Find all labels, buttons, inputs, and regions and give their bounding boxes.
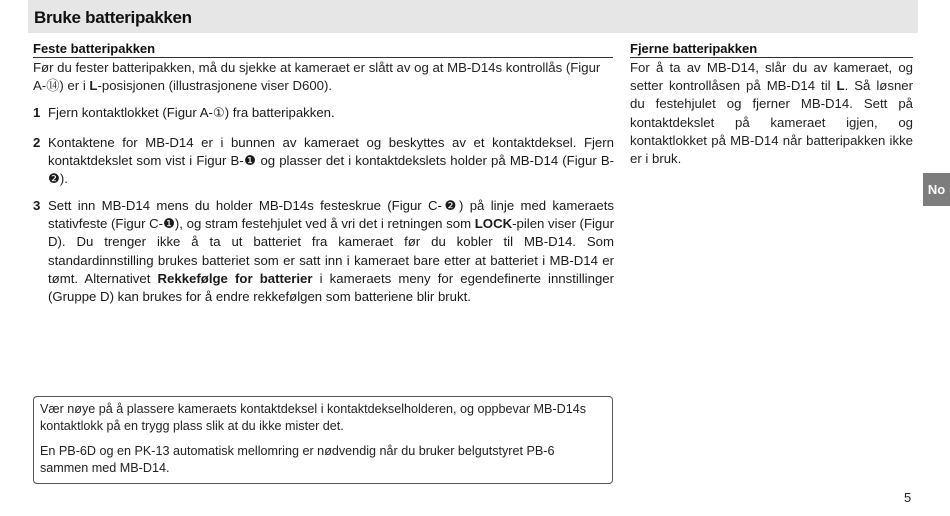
remove-lock-position: L: [836, 78, 845, 94]
remove-heading: Fjerne batteripakken: [630, 41, 913, 58]
note-box: [33, 396, 613, 484]
step-2-text-a: Kontaktene for MB-D14 er i bunnen av kameraet og beskyttes av et kontaktdeksel. Fjern kontaktdekslet som vist i Figur B-: [48, 135, 614, 169]
remove-text: [630, 59, 913, 168]
lock-label: LOCK: [474, 216, 513, 232]
language-tab: No: [923, 173, 950, 206]
step-text: [48, 104, 614, 122]
step-3-marker-2: ❶: [163, 216, 175, 232]
step-3-text-a: Sett inn MB-D14 mens du holder MB-D14s festeskrue (Figur C-: [48, 198, 442, 213]
remove-text-b: . Så løsner du festehjulet og fjerner MB-D14. Sett på kontaktdekslet på kameraet igjen, og kontaktlokket på MB-D14 når batteripakken ikke er i bruk.: [630, 78, 913, 167]
step-3-text-c: ), og stram festehjulet ved å vri det i retningen som: [174, 216, 475, 232]
intro-text-c: -posisjonen (illustrasjonene viser D600).: [97, 78, 333, 94]
intro-lock-position: L: [89, 78, 98, 94]
step-2-marker-2: ❷: [48, 171, 60, 187]
step-2-text-b: og plasser det i kontaktdekslets holder på MB-D14 (Figur B-: [256, 153, 615, 169]
step-number: 2: [33, 135, 41, 150]
note-paragraph-2: En PB-6D og en PK-13 automatisk mellomring er nødvendig når du bruker belgutstyret PB-6 sammen med MB-D14.: [40, 444, 555, 475]
step-number: 3: [33, 198, 41, 213]
page-title: Bruke batteripakken: [28, 0, 918, 33]
step-text: [48, 197, 614, 306]
step-2-marker-1: ❶: [243, 153, 257, 169]
intro-marker: ⑭: [46, 78, 60, 94]
step-1-text-a: Fjern kontaktlokket (Figur A-: [48, 105, 213, 120]
step-3-text-b: ) på linje med kameraets stativfeste (Figur C-: [48, 198, 614, 232]
step-3-text-e: i kameraets meny for egendefinerte innstillinger (Gruppe D) kan brukes for å endre rekkefølgen som batteriene blir brukt.: [48, 270, 614, 305]
remove-text-a: For å ta av MB-D14, slår du av kameraet, og setter kontrollåsen på MB-D14 til: [630, 60, 913, 94]
note-paragraph-1: Vær nøye på å plassere kameraets kontaktdeksel i kontaktdekselholderen, og oppbevar MB-D14s kontaktlokk på en trygg plass slik at du ikke mister det.: [40, 402, 587, 433]
attach-intro: [33, 59, 613, 95]
step-text: [48, 134, 614, 189]
step-3-marker-1: ❷: [441, 198, 460, 213]
attach-heading: Feste batteripakken: [33, 41, 613, 58]
step-3-text-d: -pilen viser (Figur D). Du trenger ikke å ta ut batteriet fra kameraet før du kobler til MB-D14. Som standardinnstilling brukes batteriet som er satt inn i kameraet bare etter at batteriet i MB-D14 er tømt. Alternativet: [48, 216, 614, 286]
intro-text-b: ) er i: [59, 78, 90, 94]
step-number: 1: [33, 105, 41, 120]
step-2-text-c: ).: [59, 171, 68, 187]
step-1-text-b: ) fra batteripakken.: [224, 105, 335, 120]
page-number: 5: [904, 490, 912, 505]
step-1-marker: ①: [212, 105, 225, 120]
battery-order-menu-item: Rekkefølge for batterier: [157, 270, 313, 286]
intro-text-a: Før du fester batteripakken, må du sjekke at kameraet er slått av og at MB-D14s kontrollås (Figur A-: [33, 60, 601, 94]
